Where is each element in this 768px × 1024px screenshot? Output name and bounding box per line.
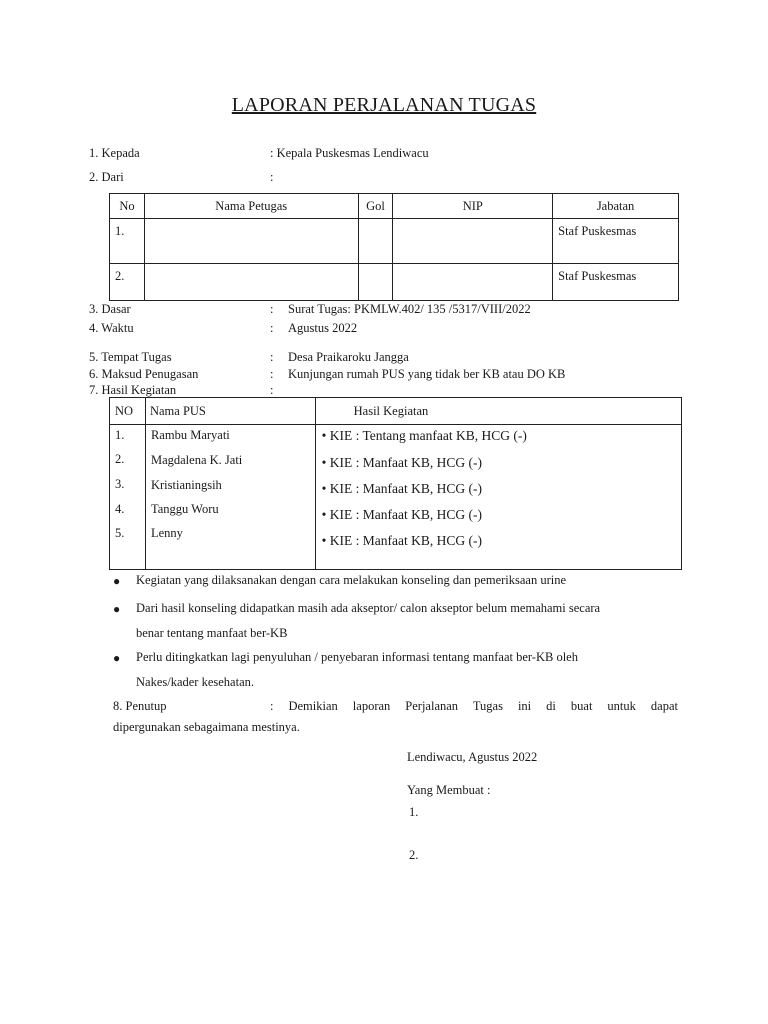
- field-waktu-label: 4. Waktu: [89, 321, 134, 335]
- cell-hasil: • KIE : Manfaat KB, HCG (-): [321, 507, 482, 522]
- bullet-line: Nakes/kader kesehatan.: [136, 675, 254, 689]
- cell-no: 1.: [115, 428, 125, 442]
- bullet-item: [136, 596, 696, 646]
- field-maksud-sep: :: [270, 367, 274, 381]
- penutup-label: 8. Penutup: [113, 699, 167, 713]
- cell-no: 3.: [115, 477, 125, 491]
- cell-no: 2.: [115, 452, 125, 466]
- cell-jabatan: Staf Puskesmas: [558, 224, 637, 238]
- table-header-row: [110, 398, 682, 425]
- cell-nip: [393, 219, 552, 224]
- bullet-icon: ●: [113, 651, 121, 665]
- field-dasar-label: 3. Dasar: [89, 302, 131, 316]
- pus-table: [109, 397, 682, 570]
- field-waktu-value: Agustus 2022: [288, 321, 358, 335]
- penutup-line1: : Demikian laporan Perjalanan Tugas ini di buat untuk dapat: [270, 699, 678, 713]
- field-kepada-label: 1. Kepada: [89, 146, 140, 160]
- field-dasar-sep: :: [270, 302, 274, 316]
- header-no: No: [110, 194, 145, 219]
- bullet-icon: ●: [113, 574, 121, 588]
- cell-nama: [145, 219, 358, 224]
- header-nip: NIP: [393, 194, 553, 219]
- signature-place-date: Lendiwacu, Agustus 2022: [407, 750, 538, 764]
- table-row: [110, 425, 682, 570]
- cell-nama-pus: Tanggu Woru: [150, 502, 219, 516]
- field-tempat-value: Desa Praikaroku Jangga: [288, 350, 409, 364]
- table-header-row: [110, 194, 679, 219]
- header-gol: Gol: [358, 194, 393, 219]
- cell-nip: [393, 264, 552, 269]
- signature-signer-1: 1.: [409, 805, 419, 819]
- bullet-item: [136, 645, 696, 695]
- bullet-line: benar tentang manfaat ber-KB: [136, 626, 288, 640]
- header-nama-pus: Nama PUS: [145, 398, 315, 425]
- cell-no: 2.: [115, 269, 125, 283]
- field-kepada-value: : Kepala Puskesmas Lendiwacu: [270, 146, 429, 160]
- cell-nama-pus: Kristianingsih: [150, 478, 222, 492]
- cell-hasil: • KIE : Manfaat KB, HCG (-): [321, 533, 482, 548]
- cell-nama-pus: Magdalena K. Jati: [150, 453, 243, 467]
- field-hasil-label: 7. Hasil Kegiatan: [89, 383, 177, 397]
- field-dari-label: 2. Dari: [89, 170, 124, 184]
- signature-signer-2: 2.: [409, 848, 419, 862]
- table-row: [110, 219, 679, 264]
- bullet-icon: ●: [113, 602, 121, 616]
- cell-hasil: • KIE : Manfaat KB, HCG (-): [321, 455, 482, 470]
- field-hasil-sep: :: [270, 383, 274, 397]
- cell-gol: [359, 264, 393, 269]
- field-dari-value: :: [270, 170, 274, 184]
- bullet-line: Kegiatan yang dilaksanakan dengan cara melakukan konseling dan pemeriksaan urine: [136, 573, 567, 587]
- cell-no: 1.: [115, 224, 125, 238]
- field-tempat-label: 5. Tempat Tugas: [89, 350, 172, 364]
- cell-nama-pus: Rambu Maryati: [150, 428, 230, 442]
- header-no: NO: [110, 398, 146, 425]
- cell-nama: [145, 264, 358, 269]
- signature-made-by: Yang Membuat :: [407, 783, 491, 797]
- field-maksud-value: Kunjungan rumah PUS yang tidak ber KB atau DO KB: [288, 367, 566, 381]
- bullet-line: Perlu ditingkatkan lagi penyuluhan / penyebaran informasi tentang manfaat ber-KB oleh: [136, 650, 578, 664]
- header-hasil-kegiatan: Hasil Kegiatan: [315, 398, 681, 425]
- field-tempat-sep: :: [270, 350, 274, 364]
- field-waktu-sep: :: [270, 321, 274, 335]
- cell-jabatan: Staf Puskesmas: [558, 269, 637, 283]
- cell-no: 4.: [115, 502, 125, 516]
- cell-hasil: • KIE : Tentang manfaat KB, HCG (-): [321, 428, 527, 443]
- header-nama-petugas: Nama Petugas: [144, 194, 358, 219]
- bullet-line: Dari hasil konseling didapatkan masih ada akseptor/ calon akseptor belum memahami secara: [136, 601, 601, 615]
- cell-nama-pus: Lenny: [150, 526, 183, 540]
- petugas-table: [109, 193, 679, 301]
- bullet-item: [136, 568, 696, 593]
- cell-gol: [359, 219, 393, 224]
- header-jabatan: Jabatan: [553, 194, 679, 219]
- page-title: LAPORAN PERJALANAN TUGAS: [231, 94, 537, 116]
- cell-hasil: • KIE : Manfaat KB, HCG (-): [321, 481, 482, 496]
- table-row: [110, 264, 679, 301]
- field-maksud-label: 6. Maksud Penugasan: [89, 367, 199, 381]
- penutup-line2: dipergunakan sebagaimana mestinya.: [113, 720, 300, 734]
- field-dasar-value: Surat Tugas: PKMLW.402/ 135 /5317/VIII/2022: [288, 302, 531, 316]
- cell-no: 5.: [115, 526, 125, 540]
